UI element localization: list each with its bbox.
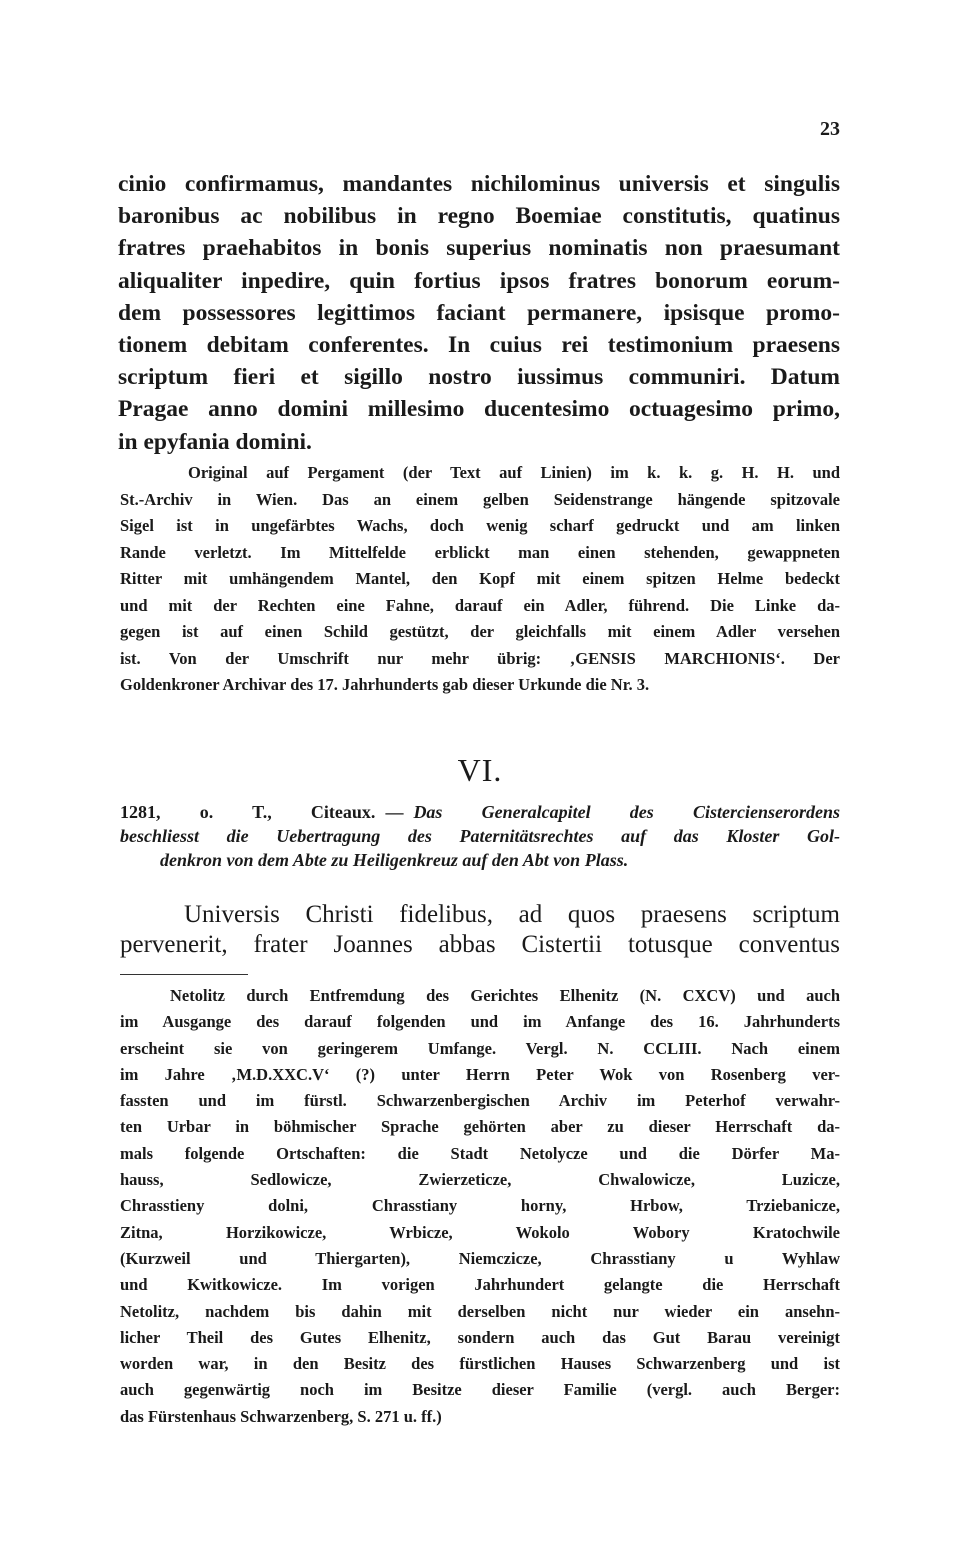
section-heading: VI. (457, 752, 503, 788)
regest-line: beschliesst die Uebertragung des Paternitätsrechtes auf das Kloster Gol- (120, 826, 840, 846)
footnote-line: das Fürstenhaus Schwarzenberg, S. 271 u. ff.) (120, 1406, 442, 1426)
text-line: baronibus ac nobilibus in regno Boemiae constitutis, quatinus (118, 203, 840, 230)
footnote-line: fassten und im fürstl. Schwarzenbergischen Archiv im Peterhof verwahr- (120, 1091, 840, 1111)
note-line: Ritter mit umhängendem Mantel, den Kopf mit einem spitzen Helme bedeckt (120, 569, 840, 588)
note-line: St.-Archiv in Wien. Das an einem gelben Seidenstrange hängende spitzovale (120, 489, 840, 509)
charter-line: pervenerit, frater Joannes abbas Cistertii totusque conventus (120, 931, 840, 958)
regest-date: 1281, o. T., Citeaux. (120, 802, 376, 822)
note-line: Rande verletzt. Im Mittelfelde erblickt man einen stehenden, gewappneten (120, 542, 840, 562)
note-line: gegen ist auf einen Schild gestützt, der gleichfalls mit einem Adler versehen (120, 622, 840, 641)
text-line: fratres praehabitos in bonis superius nominatis non praesumant (118, 235, 840, 262)
regest-line (120, 800, 840, 824)
footnote-line: im Jahre ‚M.D.XXC.V‘ (?) unter Herrn Peter Wok von Rosenberg ver- (120, 1064, 840, 1084)
footnote-line: im Ausgange des darauf folgenden und im Anfange des 16. Jahrhunderts (120, 1012, 840, 1032)
footnote-line: (Kurzweil und Thiergarten), Niemczicze, Chrasstiany u Wyhlaw (120, 1248, 840, 1268)
footnote-line: ten Urbar in böhmischer Sprache gehörten aber zu dieser Herrschaft da- (120, 1117, 840, 1137)
text-line: tionem debitam conferentes. In cuius rei testimonium praesens (118, 332, 840, 359)
footnote (120, 983, 840, 1430)
footnote-line: Netolitz durch Entfremdung des Gerichtes Elhenitz (N. CXCV) und auch (170, 986, 840, 1005)
note-line: Original auf Pergament (der Text auf Linien) im k. k. g. H. H. und (188, 463, 840, 482)
regest-dash: — (385, 802, 404, 822)
footnote-line: Netolitz, nachdem bis dahin mit derselben nicht nur wieder ein ansehn- (120, 1301, 840, 1321)
note-line: und mit der Rechten eine Fahne, darauf ein Adler, führend. Die Linke da- (120, 595, 840, 615)
note-line: ist. Von der Umschrift nur mehr übrig: ‚GENSIS MARCHIONIS‘. Der (120, 648, 840, 668)
footnote-line: hauss, Sedlowicze, Zwierzeticze, Chwalowicze, Luzicze, (120, 1170, 840, 1190)
regest-line: denkron von dem Abte zu Heiligenkreuz auf den Abt von Plass. (160, 850, 629, 870)
footnote-line: mals folgende Ortschaften: die Stadt Netolycze und die Dörfer Ma- (120, 1143, 840, 1163)
note-line: Goldenkroner Archivar des 17. Jahrhunderts gab dieser Urkunde die Nr. 3. (120, 675, 650, 694)
text-line: Pragae anno domini millesimo ducentesimo octuagesimo primo, (118, 396, 840, 423)
footnote-line: worden war, in den Besitz des fürstlichen Hauses Schwarzenberg und ist (120, 1354, 840, 1374)
footnote-line: Chrasstieny dolni, Chrasstiany horny, Hrbow, Trziebanicze, (120, 1196, 840, 1216)
note-line: Sigel ist in ungefärbtes Wachs, doch wenig scharf gedruckt und am linken (120, 516, 840, 535)
footnote-line: erscheint sie von geringerem Umfange. Vergl. N. CCLIII. Nach einem (120, 1038, 840, 1058)
regest (120, 800, 840, 872)
charter-line: Universis Christi fidelibus, ad quos praesens scriptum (184, 901, 840, 928)
editorial-note (120, 460, 840, 699)
page-number: 23 (820, 118, 840, 140)
main-text (118, 168, 840, 458)
footnote-line: auch gegenwärtig noch im Besitze dieser Familie (vergl. auch Berger: (120, 1380, 840, 1400)
text-line: cinio confirmamus, mandantes nichilominus universis et singulis (118, 171, 840, 197)
text-line: aliqualiter inpedire, quin fortius ipsos fratres bonorum eorum- (118, 267, 840, 294)
footnote-line: Zitna, Horzikowicze, Wrbicze, Wokolo Wobory Kratochwile (120, 1222, 840, 1242)
charter-text (120, 900, 840, 960)
footnote-line: licher Theil des Gutes Elhenitz, sondern auch das Gut Barau vereinigt (120, 1327, 840, 1347)
text-line: scriptum fieri et sigillo nostro iussimus communiri. Datum (118, 364, 840, 391)
footnote-line: und Kwitkowicze. Im vorigen Jahrhundert gelangte die Herrschaft (120, 1275, 840, 1295)
text-line: in epyfania domini. (118, 428, 312, 455)
text-line: dem possessores legittimos faciant permanere, ipsisque promo- (118, 299, 840, 326)
regest-summary: Das Generalcapitel des Cistercienserordens (413, 802, 841, 822)
footnote-divider (120, 974, 248, 975)
